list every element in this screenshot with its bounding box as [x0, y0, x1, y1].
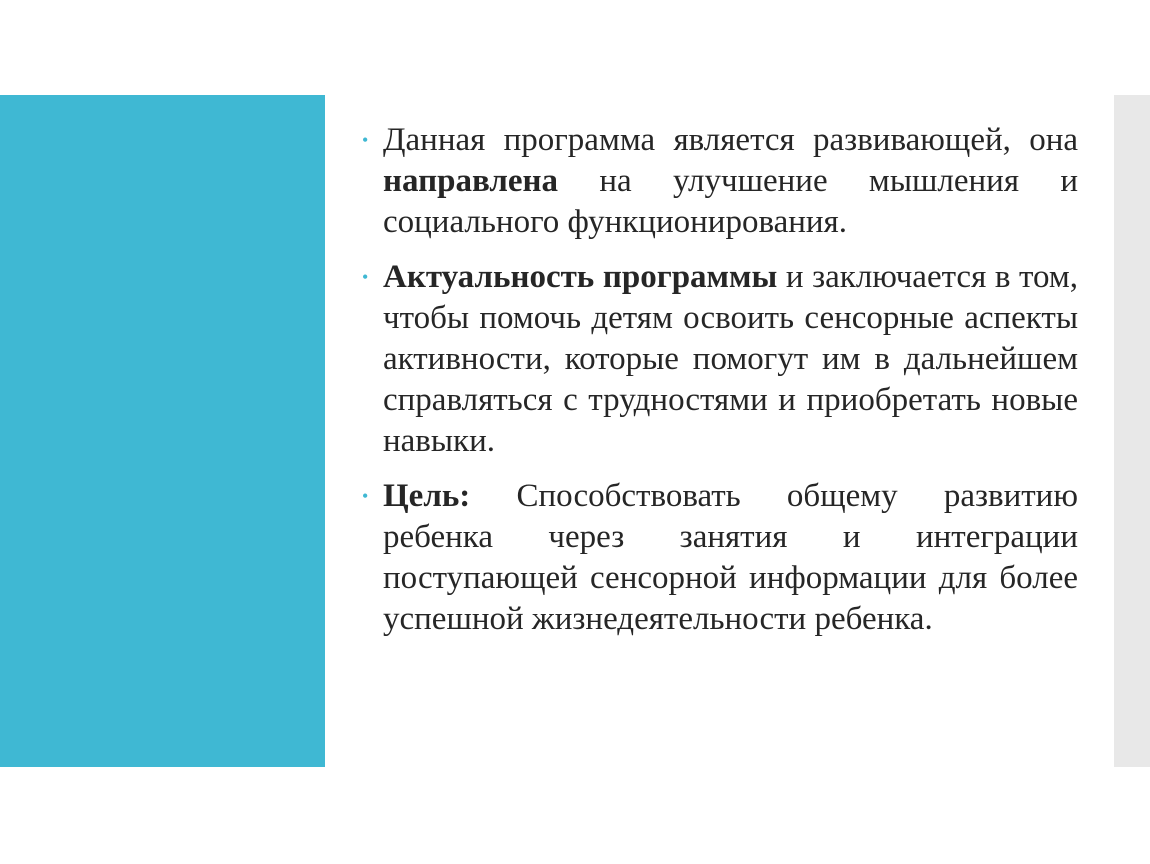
bullet-text-post: и заключается в том, чтобы помочь детям освоить сенсорные аспекты активности, которые помогут им в дальнейшем справляться с трудностями и приобретать новые навыки. — [383, 259, 1078, 459]
bullet-text-post: на улучшение мышления и социального функционирования. — [383, 163, 1078, 240]
bullet-item-3 — [362, 476, 1078, 640]
side-strip — [1114, 95, 1150, 767]
bullet-item-1 — [362, 120, 1078, 243]
slide-content — [362, 120, 1078, 654]
bullet-text-pre: Данная программа является развивающей, она — [383, 122, 1078, 158]
bullet-item-2 — [362, 257, 1078, 462]
bullet-text-bold: Актуальность программы — [383, 259, 778, 295]
bullet-text-bold: Цель: — [383, 478, 471, 514]
bullet-icon: • — [362, 486, 369, 506]
bullet-text-post: Способствовать общему развитию ребенка через занятия и интеграции поступающей сенсорной информации для более успешной жизнедеятельности ребенка. — [383, 478, 1078, 637]
bullet-text-bold: направлена — [383, 163, 559, 199]
bullet-icon: • — [362, 267, 369, 287]
bullet-icon: • — [362, 130, 369, 150]
accent-band — [0, 95, 325, 767]
